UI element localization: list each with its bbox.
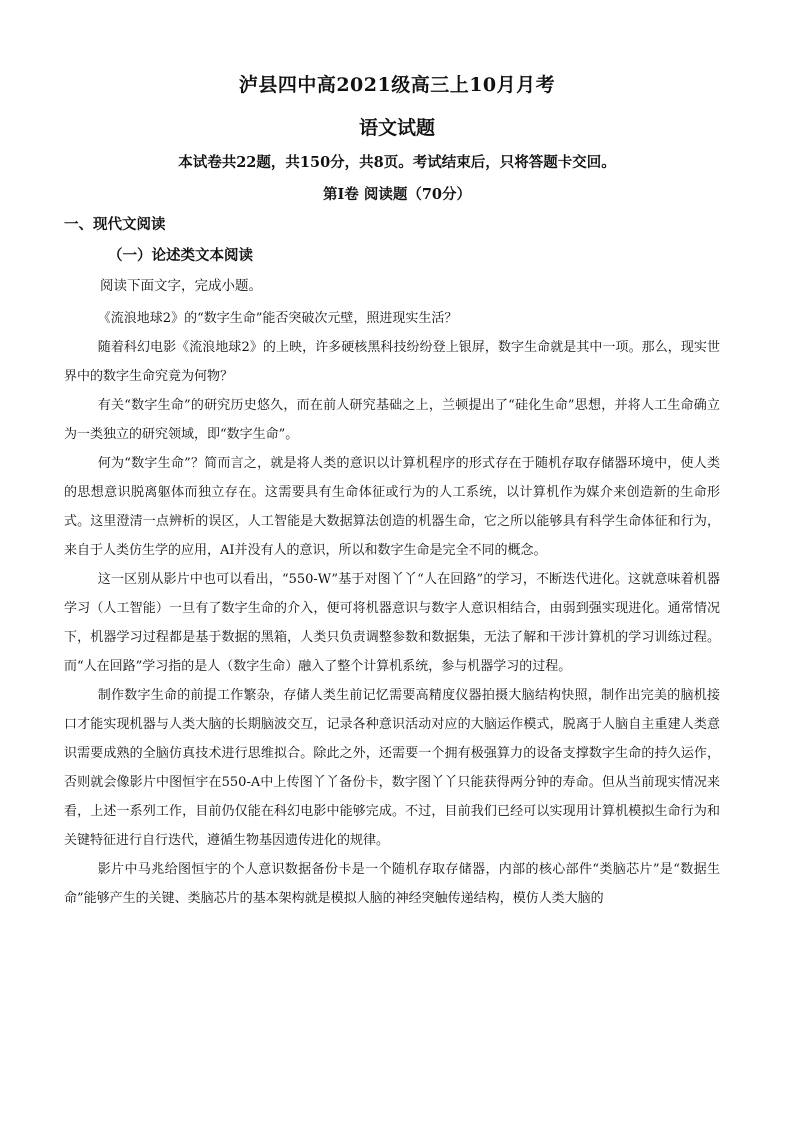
- reading-instruction: 阅读下面文字，完成小题。: [100, 278, 262, 294]
- article-body: [64, 304, 720, 913]
- part-title: 第Ⅰ卷 阅读题（70分）: [322, 186, 471, 203]
- article-paragraph: 有关“数字生命”的研究历史悠久，而在前人研究基础之上，兰顿提出了“硅化生命”思想，并将人工生命确立为一类独立的研究领域，即“数字生命”。: [64, 398, 720, 442]
- subject-title: 语文试题: [358, 117, 435, 139]
- section-heading: 一、现代文阅读: [64, 216, 166, 233]
- article-paragraph: 何为“数字生命”？简而言之，就是将人类的意识以计算机程序的形式存在于随机存取存储器环境中，使人类的思想意识脱离躯体而独立存在。这需要具有生命体征或行为的人工系统，以计算机作为媒介来创造新的生命形式。这里澄清一点辨析的误区，人工智能是大数据算法创造的机器生命，它之所以能够具有科学生命体征和行为，来自于人类仿生学的应用，AI并没有人的意识，所以和数字生命是完全不同的概念。: [64, 456, 720, 558]
- article-paragraph: 《流浪地球2》的“数字生命”能否突破次元壁，照进现实生活？: [97, 311, 458, 326]
- article-paragraph: 影片中马兆给图恒宇的个人意识数据备份卡是一个随机存取存储器，内部的核心部件“类脑芯片”是“数据生命”能够产生的关键、类脑芯片的基本架构就是模拟人脑的神经突触传递结构，模仿人类大脑的: [64, 862, 720, 906]
- article-paragraph: 这一区别从影片中也可以看出，“550-W”基于对图丫丫“人在回路”的学习，不断迭代进化。这就意味着机器学习（人工智能）一旦有了数字生命的介入，便可将机器意识与数字人意识相结合，由弱到强实现进化。通常情况下，机器学习过程都是基于数据的黑箱，人类只负责调整参数和数据集，无法了解和干涉计算机的学习训练过程。而“人在回路”学习指的是人（数字生命）融入了整个计算机系统，参与机器学习的过程。: [64, 572, 720, 674]
- exam-title: 泸县四中高2021级高三上10月月考: [238, 74, 556, 96]
- article-paragraph: 随着科幻电影《流浪地球2》的上映，许多硬核黑科技纷纷登上银屏，数字生命就是其中一项。那么，现实世界中的数字生命究竟为何物？: [64, 340, 720, 384]
- subsection-heading: （一）论述类文本阅读: [108, 247, 253, 264]
- exam-instructions: 本试卷共22题，共150分，共8页。考试结束后，只将答题卡交回。: [178, 154, 616, 171]
- article-paragraph: 制作数字生命的前提工作繁杂，存储人类生前记忆需要高精度仪器拍摄大脑结构快照，制作出完美的脑机接口才能实现机器与人类大脑的长期脑波交互，记录各种意识活动对应的大脑运作模式，脱离于人脑自主重建人类意识需要成熟的全脑仿真技术进行思维拟合。除此之外，还需要一个拥有极强算力的设备支撑数字生命的持久运作，否则就会像影片中图恒宇在550-A中上传图丫丫备份卡，数字图丫丫只能获得两分钟的寿命。但从当前现实情况来看，上述一系列工作，目前仍仅能在科幻电影中能够完成。不过，目前我们已经可以实现用计算机模拟生命行为和关键特征进行自行迭代，遵循生物基因遗传进化的规律。: [64, 688, 720, 848]
